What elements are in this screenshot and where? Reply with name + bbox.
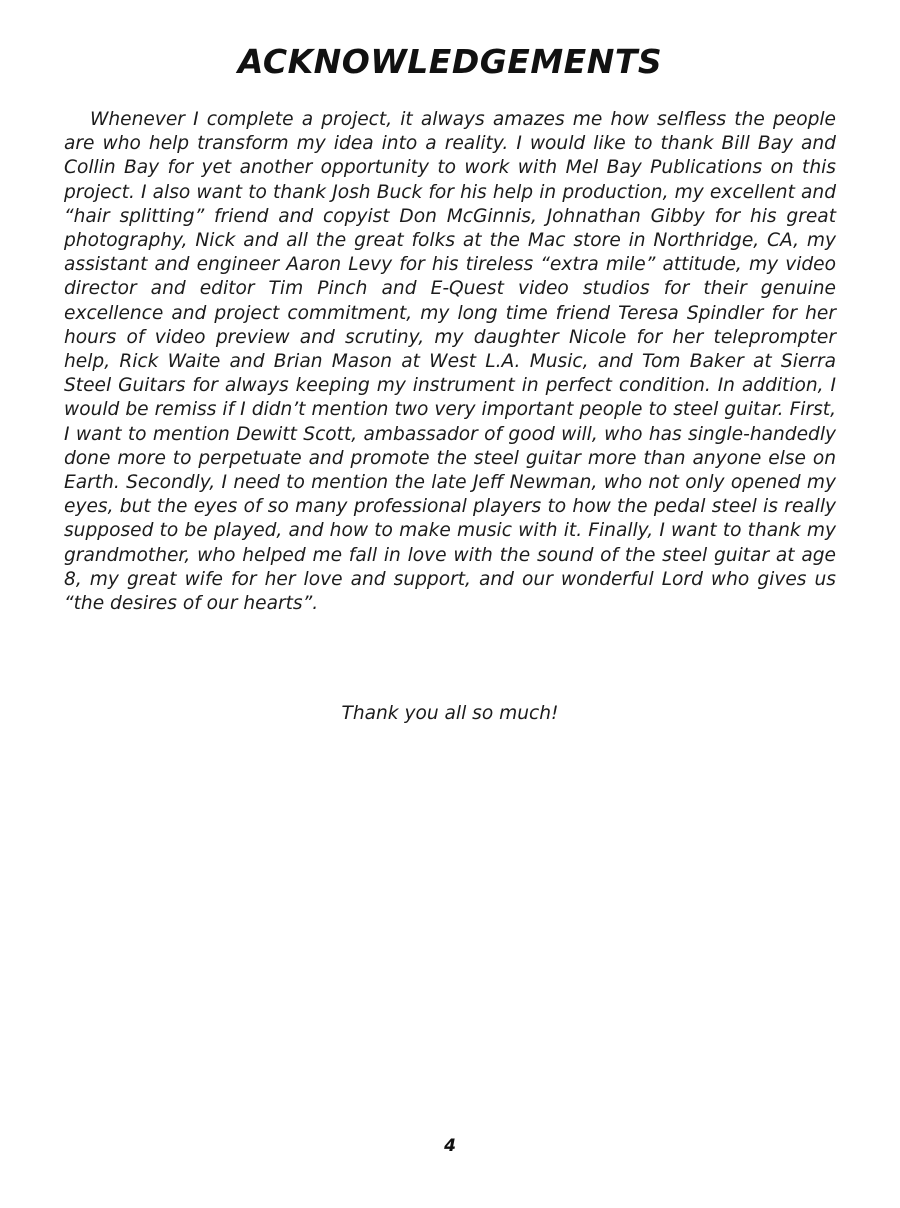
page-title: ACKNOWLEDGEMENTS (237, 42, 663, 81)
acknowledgements-paragraph: Whenever I complete a project, it always amazes me how selfless the people are who help transform my idea into a reality. I would like to thank Bill Bay and Collin Bay for yet another opportunity to work with Mel Bay Publications on this project. I also want to thank Josh Buck for his help in production, my excellent and “hair splitting” friend and copyist Don McGinnis, Johnathan Gibby for his great photography, Nick and all the great folks at the Mac store in Northridge, CA, my assistant and engineer Aaron Levy for his tireless “extra mile” attitude, my video director and editor Tim Pinch and E-Quest video studios for their genuine excellence and project commitment, my long time friend Teresa Spindler for her hours of video preview and scrutiny, my daughter Nicole for her teleprompter help, Rick Waite and Brian Mason at West L.A. Music, and Tom Baker at Sierra Steel Guitars for always keeping my instrument in perfect condition. In addition, I would be remiss if I didn’t mention two very important people to steel guitar. First, I want to mention Dewitt Scott, ambassador of good will, who has single-handedly done more to perpetuate and promote the steel guitar more than anyone else on Earth. Secondly, I need to mention the late Jeff Newman, who not only opened my eyes, but the eyes of so many professional players to how the pedal steel is really supposed to be played, and how to make music with it. Finally, I want to thank my grandmother, who helped me fall in love with the sound of the steel guitar at age 8, my great wife for her love and support, and our wonderful Lord who gives us “the desires of our hearts”. (64, 109, 836, 615)
closing-line: Thank you all so much! (341, 703, 559, 724)
page-number: 4 (444, 1136, 456, 1156)
